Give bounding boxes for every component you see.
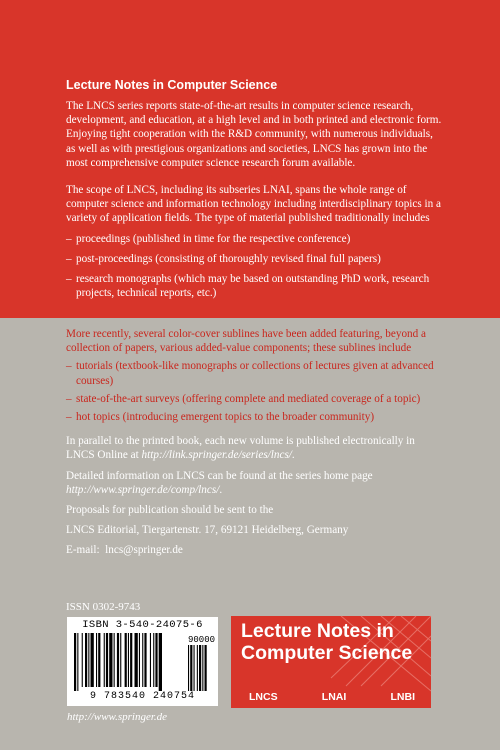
subseries-lnbi: LNBI	[390, 691, 415, 703]
issn: ISSN 0302-9743	[66, 601, 141, 613]
list-item: – proceedings (published in time for the respective conference)	[66, 232, 351, 245]
lncs-logo	[231, 616, 431, 708]
barcode	[67, 617, 218, 706]
barcode-number: 9 783540 240754	[89, 691, 195, 702]
red-section-content	[66, 99, 442, 300]
material-list	[66, 232, 442, 301]
parallel-paragraph: In parallel to the printed book, each new volume is published electronically in LNCS Online at http://link.springer.de/series/lncs/.	[66, 435, 415, 462]
gray-section-content	[66, 327, 442, 558]
subline-list	[66, 359, 442, 424]
list-item: – tutorials (textbook-like monographs or collections of lectures given at advanced courses)	[66, 360, 434, 387]
series-title: Lecture Notes in Computer Science	[66, 78, 278, 92]
list-item: – post-proceedings (consisting of thoroughly revised final full papers)	[66, 252, 381, 265]
list-item: – hot topics (introducing emergent topics to the broader community)	[66, 411, 375, 424]
isbn-label: ISBN 3-540-24075-6	[82, 619, 203, 631]
intro-paragraph: The LNCS series reports state-of-the-art results in computer science research, development, and education, at a high level and in both printed and electronic form. Enjoying tight cooperation with the R&D community, with numerous individuals, as well as with prestigious organizations and societies, LNCS has grown into the most comprehensive computer science research forum available.	[66, 100, 442, 169]
email-link[interactable]: lncs@springer.de	[105, 544, 183, 557]
editorial-address: LNCS Editorial, Tiergartenstr. 17, 69121 Heidelberg, Germany	[66, 524, 349, 537]
logo-title: Lecture Notes in Computer Science	[241, 620, 413, 664]
scope-paragraph: The scope of LNCS, including its subseries LNAI, spans the whole range of computer science and information technology including interdisciplinary topics in a variety of application fields. The type of material published traditionally includes	[66, 184, 441, 225]
online-link[interactable]: http://link.springer.de/series/lncs/	[141, 449, 292, 462]
list-item: – research monographs (which may be based on outstanding PhD work, research projects, technical reports, etc.)	[66, 273, 430, 300]
logo-subseries-bar	[231, 686, 431, 708]
detailed-paragraph: Detailed information on LNCS can be found at the series home page http://www.springer.de/comp/lncs/.	[66, 469, 373, 496]
list-item: – state-of-the-art surveys (offering complete and mediated coverage of a topic)	[66, 392, 421, 405]
home-link[interactable]: http://www.springer.de/comp/lncs/	[66, 483, 220, 496]
barcode-bars	[74, 633, 216, 691]
subseries-lnai: LNAI	[321, 691, 347, 703]
subseries-lncs: LNCS	[249, 691, 278, 703]
barcode-price: 90000	[188, 635, 216, 645]
springer-url[interactable]: http://www.springer.de	[67, 711, 168, 723]
proposals-text: Proposals for publication should be sent to the	[66, 504, 274, 517]
sublines-paragraph: More recently, several color-cover sublines have been added featuring, beyond a collection of papers, various added-value components; these sublines include	[66, 328, 427, 355]
email-line: E-mail: lncs@springer.de	[66, 544, 183, 557]
